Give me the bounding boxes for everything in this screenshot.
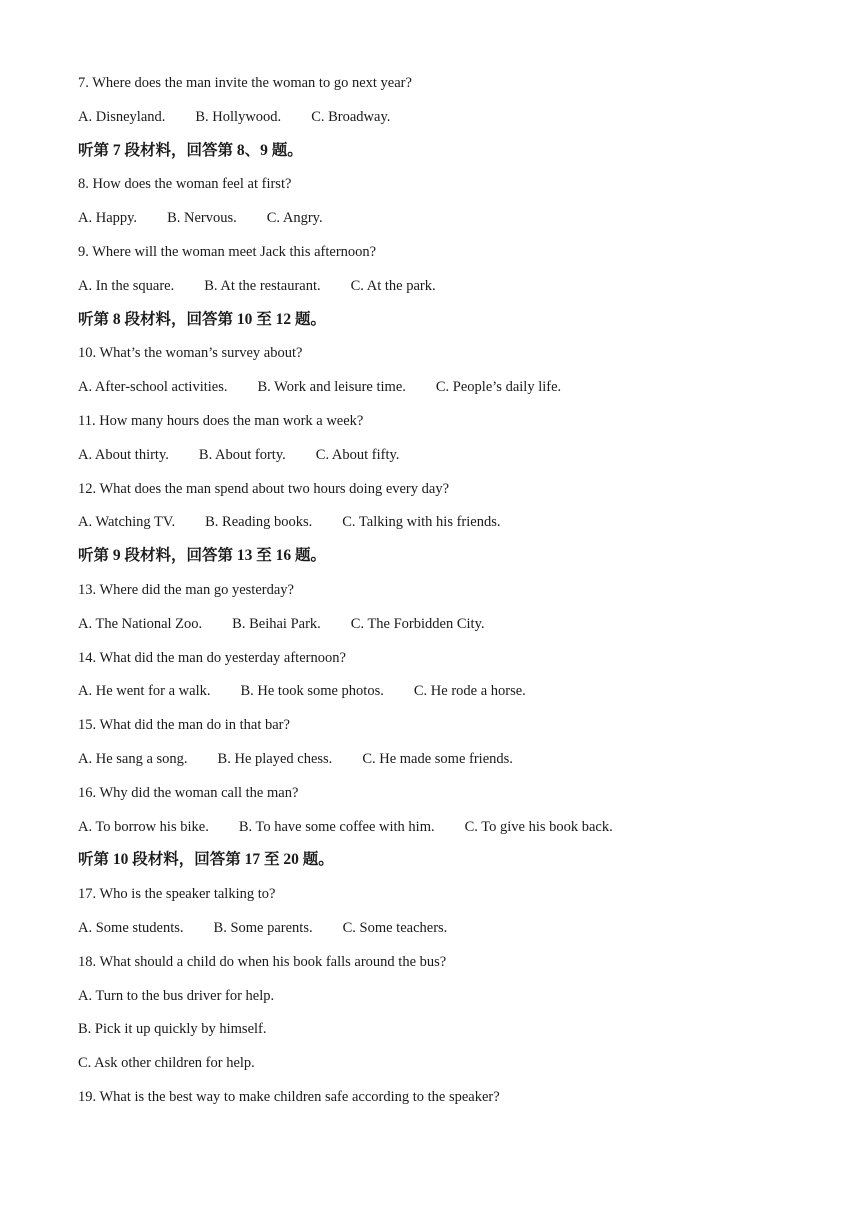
question-text: 11. How many hours does the man work a week? [78,412,364,429]
question-text: 15. What did the man do in that bar? [78,717,290,734]
answer-options [78,816,798,850]
section-heading: 听第 10 段材料，回答第 17 至 20 题。 [78,851,334,869]
answer-option: A. Disneyland. [78,108,166,125]
answer-options [78,207,798,241]
answer-option: B. Work and leisure time. [257,379,406,396]
answer-option: A. The National Zoo. [78,615,203,632]
answer-option: B. About forty. [198,446,286,463]
answer-option: A. To borrow his bike. [78,818,209,835]
answer-option: B. He took some photos. [240,683,384,700]
question-text: 12. What does the man spend about two hours doing every day? [78,480,450,497]
answer-options [78,275,798,309]
answer-option: C. Talking with his friends. [342,514,501,531]
document-page [78,72,798,1120]
answer-option: A. He went for a walk. [78,683,211,700]
question-text: 9. Where will the woman meet Jack this afternoon? [78,243,377,260]
question-text: 7. Where does the man invite the woman to go next year? [78,75,412,91]
answer-option: B. Reading books. [205,514,313,531]
answer-option: B. Nervous. [167,210,237,227]
question-text: 10. What’s the woman’s survey about? [78,345,303,362]
answer-option: B. Some parents. [213,919,313,936]
section-heading: 听第 7 段材料，回答第 8、9 题。 [78,141,303,159]
question-text: 8. How does the woman feel at first? [78,176,292,193]
answer-option: C. He rode a horse. [413,683,526,700]
answer-option: B. He played chess. [217,750,333,767]
section-heading: 听第 8 段材料，回答第 10 至 12 题。 [78,310,327,328]
answer-option: B. Beihai Park. [232,615,321,632]
question-text: A. Turn to the bus driver for help. [78,987,275,1004]
answer-option: C. To give his book back. [464,818,613,835]
answer-options [78,106,798,140]
answer-option: C. Some teachers. [342,919,448,936]
answer-options [78,613,798,647]
answer-option: C. The Forbidden City. [350,615,485,632]
question-text: 17. Who is the speaker talking to? [78,886,276,903]
question-text: C. Ask other children for help. [78,1055,255,1072]
question-text: 16. Why did the woman call the man? [78,784,299,801]
answer-option: A. Some students. [78,919,184,936]
answer-option: A. In the square. [78,277,175,294]
answer-options [78,444,798,478]
answer-options [78,917,798,951]
answer-option: C. About fifty. [315,446,400,463]
answer-option: A. Watching TV. [78,514,176,531]
answer-option: B. Hollywood. [195,108,282,125]
question-text: 19. What is the best way to make children safe according to the speaker? [78,1088,500,1105]
answer-option: A. About thirty. [78,446,169,463]
question-text: 14. What did the man do yesterday afternoon? [78,649,346,666]
question-text: 13. Where did the man go yesterday? [78,581,294,598]
answer-options [78,376,798,410]
answer-option: C. Broadway. [311,108,391,125]
answer-option: A. Happy. [78,210,138,227]
answer-option: B. At the restaurant. [204,277,321,294]
answer-options [78,680,798,714]
answer-option: A. He sang a song. [78,750,188,767]
answer-option: A. After-school activities. [78,379,228,396]
answer-options [78,748,798,782]
answer-options [78,511,798,545]
question-text: 18. What should a child do when his book falls around the bus? [78,953,447,970]
answer-option: C. At the park. [350,277,436,294]
question-text: B. Pick it up quickly by himself. [78,1021,267,1038]
answer-option: C. Angry. [266,210,323,227]
section-heading: 听第 9 段材料，回答第 13 至 16 题。 [78,547,327,565]
answer-option: B. To have some coffee with him. [238,818,435,835]
answer-option: C. He made some friends. [362,750,513,767]
answer-option: C. People’s daily life. [435,379,562,396]
